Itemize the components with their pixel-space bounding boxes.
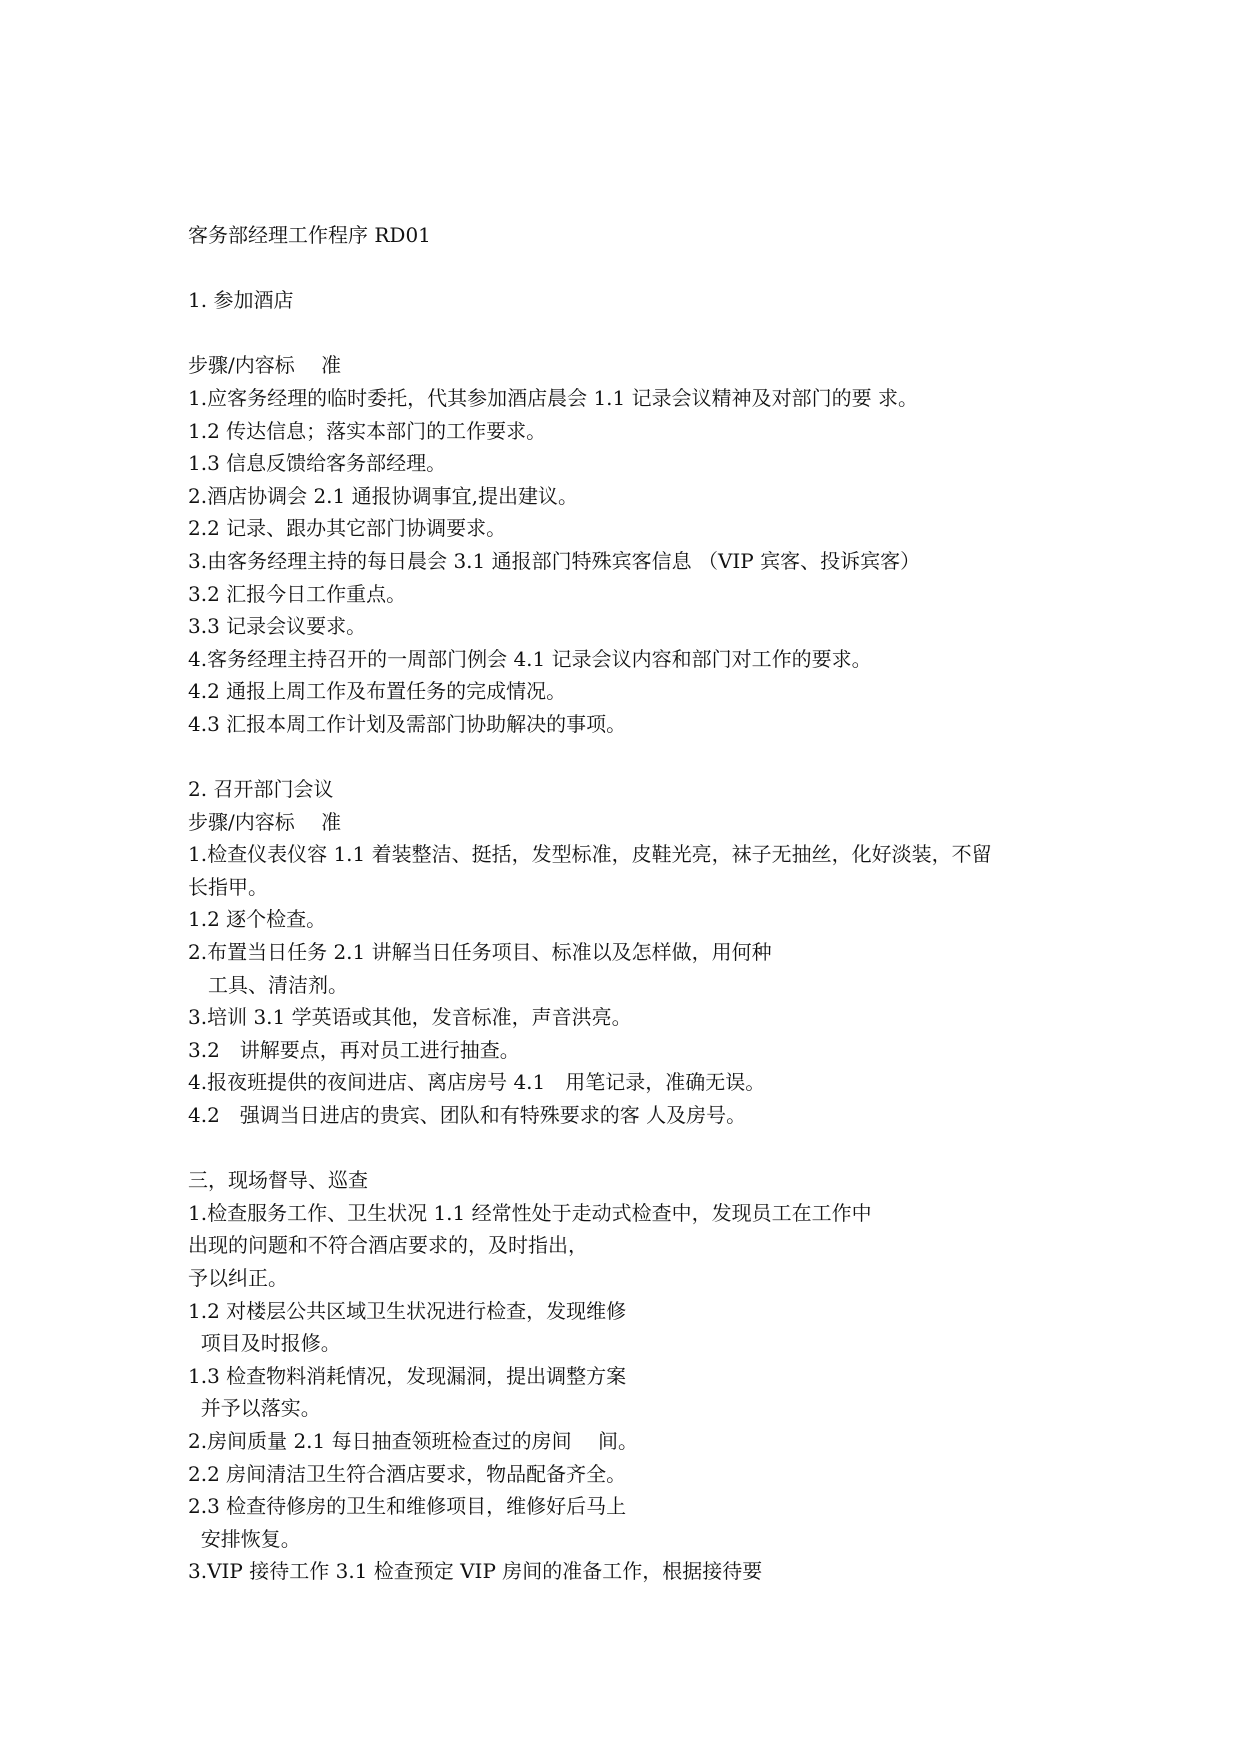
text-line: 并予以落实。 — [188, 1396, 321, 1421]
section1-subheading: 步骤/内容标 准 — [188, 353, 342, 378]
text-line: 3.2 汇报今日工作重点。 — [188, 581, 407, 606]
text-line: 2.房间质量 2.1 每日抽查领班检查过的房间 间。 — [188, 1428, 638, 1453]
text-line: 2.布置当日任务 2.1 讲解当日任务项目、标准以及怎样做，用何种 — [188, 940, 772, 965]
spacer — [188, 252, 1088, 285]
section3-heading: 三，现场督导、巡查 — [188, 1168, 368, 1193]
text-line: 1.2 传达信息；落实本部门的工作要求。 — [188, 418, 547, 443]
text-line: 1.2 对楼层公共区域卫生状况进行检查，发现维修 — [188, 1298, 627, 1323]
text-line: 3.由客务经理主持的每日晨会 3.1 通报部门特殊宾客信息 （VIP 宾客、投诉宾客） — [188, 548, 921, 573]
text-line: 1.3 检查物料消耗情况，发现漏洞，提出调整方案 — [188, 1363, 627, 1388]
text-line: 1.2 逐个检查。 — [188, 907, 327, 932]
document-title: 客务部经理工作程序 RD01 — [188, 223, 431, 247]
text-line: 项目及时报修。 — [188, 1331, 341, 1356]
text-line: 4.客务经理主持召开的一周部门例会 4.1 记录会议内容和部门对工作的要求。 — [188, 646, 872, 671]
text-line: 出现的问题和不符合酒店要求的，及时指出， — [188, 1233, 588, 1258]
text-line: 1.3 信息反馈给客务部经理。 — [188, 451, 447, 476]
text-line: 2.2 记录、跟办其它部门协调要求。 — [188, 516, 507, 541]
text-line: 工具、清洁剂。 — [188, 972, 348, 997]
section1-heading: 1. 参加酒店 — [188, 288, 294, 313]
text-line: 予以纠正。 — [188, 1266, 288, 1290]
text-line: 安排恢复。 — [188, 1526, 301, 1551]
spacer — [188, 317, 1088, 350]
text-line: 2.酒店协调会 2.1 通报协调事宜,提出建议。 — [188, 483, 578, 508]
text-line: 2.3 检查待修房的卫生和维修项目，维修好后马上 — [188, 1494, 627, 1519]
document-page — [188, 219, 1088, 1588]
text-line: 1.检查服务工作、卫生状况 1.1 经常性处于走动式检查中，发现员工在工作中 — [188, 1200, 872, 1225]
text-line: 长指甲。 — [188, 874, 268, 899]
text-line: 2.2 房间清洁卫生符合酒店要求，物品配备齐全。 — [188, 1461, 627, 1486]
text-line: 3.3 记录会议要求。 — [188, 614, 367, 639]
text-line: 3.2 讲解要点，再对员工进行抽查。 — [188, 1037, 520, 1062]
spacer — [188, 1132, 1088, 1165]
text-line: 4.2 强调当日进店的贵宾、团队和有特殊要求的客 人及房号。 — [188, 1103, 747, 1128]
text-line: 4.报夜班提供的夜间进店、离店房号 4.1 用笔记录，准确无误。 — [188, 1070, 766, 1095]
text-line: 3.VIP 接待工作 3.1 检查预定 VIP 房间的准备工作，根据接待要 — [188, 1559, 763, 1584]
text-line: 1.应客务经理的临时委托，代其参加酒店晨会 1.1 记录会议精神及对部门的要 求。 — [188, 385, 918, 410]
text-line: 3.培训 3.1 学英语或其他，发音标准，声音洪亮。 — [188, 1005, 632, 1030]
section2-subheading: 步骤/内容标 准 — [188, 809, 342, 834]
text-line: 1.检查仪表仪容 1.1 着装整洁、挺括，发型标准，皮鞋光亮，袜子无抽丝，化好淡装，不留 — [188, 842, 992, 867]
spacer — [188, 741, 1088, 774]
section2-heading: 2. 召开部门会议 — [188, 777, 334, 802]
text-line: 4.3 汇报本周工作计划及需部门协助解决的事项。 — [188, 711, 627, 736]
text-line: 4.2 通报上周工作及布置任务的完成情况。 — [188, 679, 567, 704]
